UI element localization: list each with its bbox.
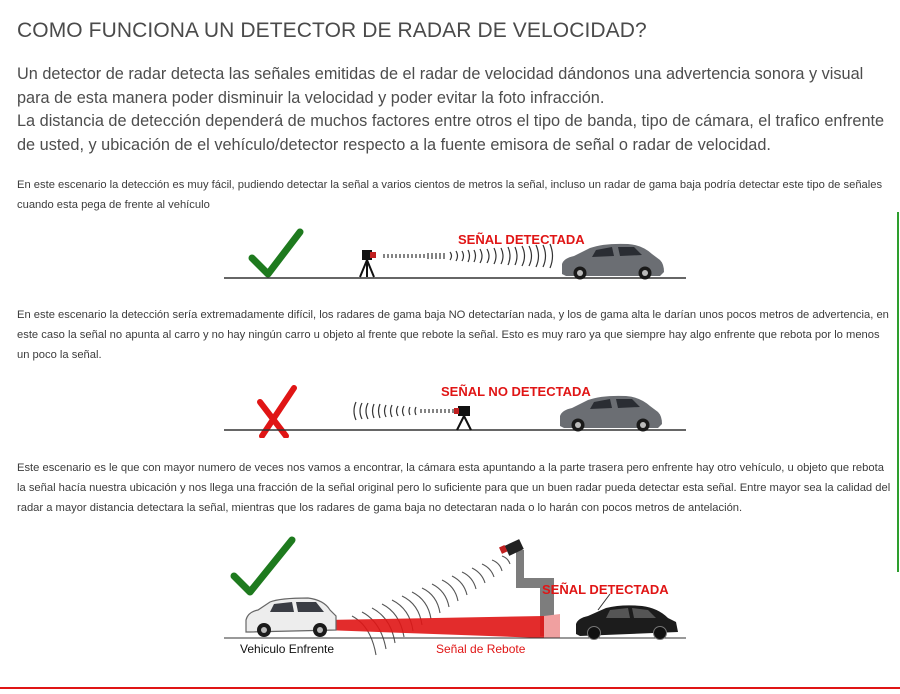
suv-icon xyxy=(246,598,336,637)
radar-camera-icon xyxy=(360,250,376,277)
intro-paragraph-2: La distancia de detección dependerá de muchos factores entre otros el tipo de banda, tipo de cámara, el trafico enfrente de usted, y ubicación de el vehículo/detector respecto a la fuente emisora de señal o radar de velocidad. xyxy=(17,112,885,154)
bottom-divider xyxy=(0,687,900,689)
side-accent-line xyxy=(897,212,899,572)
car-icon xyxy=(560,396,662,432)
radar-waves xyxy=(384,244,553,268)
page-title: COMO FUNCIONA UN DETECTOR DE RADAR DE VELOCIDAD? xyxy=(17,19,647,42)
caption-bounce-signal: Señal de Rebote xyxy=(436,642,526,656)
car-icon xyxy=(576,605,678,639)
caption-vehicle-ahead: Vehiculo Enfrente xyxy=(240,642,335,656)
scenario-3-label: SEÑAL DETECTADA xyxy=(542,582,669,597)
scenario-1-text: En este escenario la detección es muy fácil, pudiendo detectar la señal a varios cientos de metros la señal, incluso un radar de gama baja podría detectar este tipo de señales cuando esta pega de frente al vehículo xyxy=(17,179,883,211)
scenario-2-illustration xyxy=(224,382,690,438)
car-icon xyxy=(562,244,664,280)
radar-waves xyxy=(352,556,510,655)
scenario-3-illustration xyxy=(224,532,690,656)
x-mark-icon xyxy=(260,388,294,436)
radar-camera-icon xyxy=(454,406,471,430)
scenario-2-label: SEÑAL NO DETECTADA xyxy=(441,384,591,399)
intro-paragraph-1: Un detector de radar detecta las señales emitidas de el radar de velocidad dándonos una advertencia sonora y visual para de esta manera poder disminuir la velocidad y poder evitar la foto infracción. xyxy=(17,65,864,107)
check-icon xyxy=(234,540,292,592)
check-icon xyxy=(252,232,300,274)
scenario-3-text: Este escenario es le que con mayor numero de veces nos vamos a encontrar, la cámara esta apuntando a la parte trasera pero enfrente hay otro vehículo, u objeto que rebota la señal hacía nuestra ubicación y nos llega una fracción de la señal original pero lo suficiente para que un buen radar pueda detectar esta señal. Entre mayor sea la calidad del radar a mayor distancia detectara la señal, mientras que los radares de gama baja no detectaran nada o lo harán con pocos metros de antelación. xyxy=(17,462,891,514)
scenario-1-label: SEÑAL DETECTADA xyxy=(458,232,585,247)
radar-waves xyxy=(354,402,453,420)
intro-text xyxy=(17,63,892,157)
scenario-2-text: En este escenario la detección sería extremadamente difícil, los radares de gama baja NO detectarían nada, y los de gama alta le darían unos pocos metros de advertencia, en este caso la señal no apunta al carro y no hay ningún carro u objeto al frente que rebote la señal. Esto es muy raro ya que siempre hay algo enfrente que rebota por lo menos un poco la señal. xyxy=(17,309,889,361)
scenario-1-illustration xyxy=(224,226,690,282)
